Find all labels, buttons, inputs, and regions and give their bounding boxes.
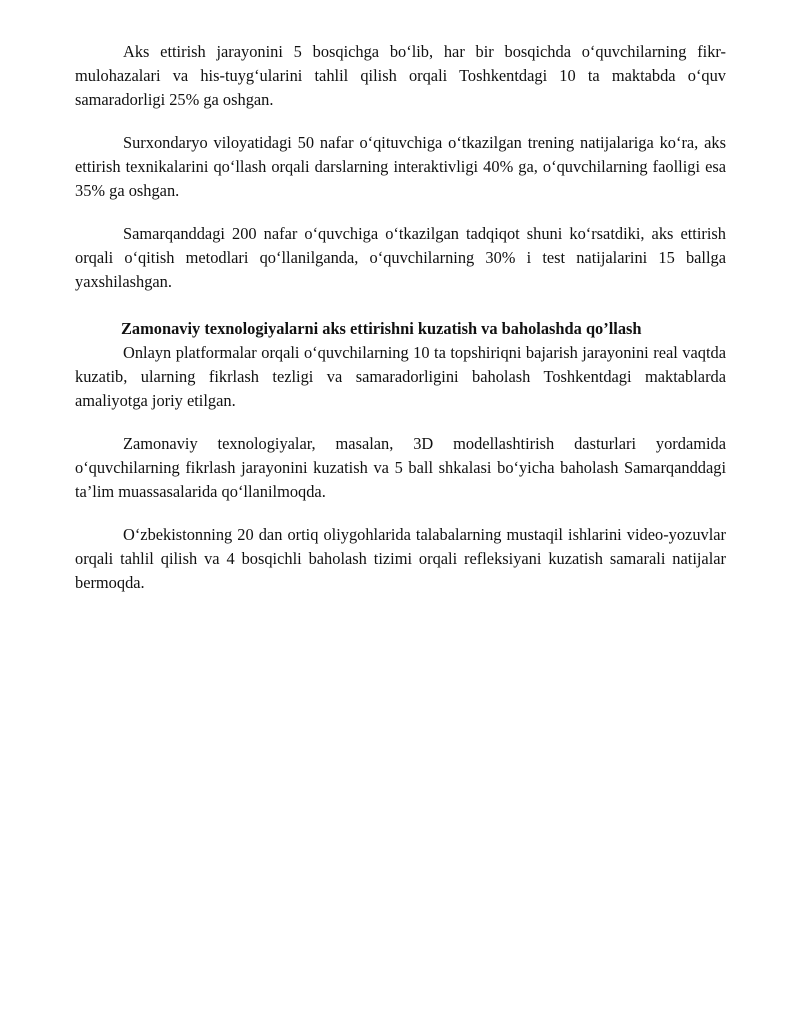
paragraph-online-platforms: Onlayn platformalar orqali o‘quvchilarning 10 ta topshiriqni bajarish jarayonini real vaqtda kuzatib, ularning fikrlash tezligi va samaradorligini baholash Toshkentdagi maktablarda amaliyotga joriy etilgan. (75, 343, 726, 410)
section-heading: Zamonaviy texnologiyalarni aks ettirishni kuzatish va baholashda qo’llash (121, 319, 642, 338)
paragraph-reflection-stages: Aks ettirish jarayonini 5 bosqichga bo‘lib, har bir bosqichda o‘quvchilarning fikr-mulohazalari va his-tuyg‘ularini tahlil qilish orqali Toshkentdagi 10 ta maktabda o‘quv samaradorligi 25% ga oshgan. (75, 42, 726, 109)
paragraph-video-analysis: O‘zbekistonning 20 dan ortiq oliygohlarida talabalarning mustaqil ishlarini video-yozuvlar orqali tahlil qilish va 4 bosqichli baholash tizimi orqali refleksiyani kuzatish samarali natijalar bermoqda. (75, 525, 726, 592)
paragraph-surxondaryo-training: Surxondaryo viloyatidagi 50 nafar o‘qituvchiga o‘tkazilgan trening natijalariga ko‘ra, aks ettirish texnikalarini qo‘llash orqali darslarning interaktivligi 40% ga, o‘quvchilarning faolligi esa 35% ga oshgan. (75, 133, 726, 200)
paragraph-3d-modelling: Zamonaviy texnologiyalar, masalan, 3D modellashtirish dasturlari yordamida o‘quvchilarning fikrlash jarayonini kuzatish va 5 ball shkalasi bo‘yicha baholash Samarqanddagi ta’lim muassasalarida qo‘llanilmoqda. (75, 434, 726, 501)
paragraph-samarqand-study: Samarqanddagi 200 nafar o‘quvchiga o‘tkazilgan tadqiqot shuni ko‘rsatdiki, aks ettirish orqali o‘qitish metodlari qo‘llanilganda, o‘quvchilarning 30% i test natijalarini 15 ballga yaxshilashgan. (75, 224, 726, 291)
document-page (75, 40, 726, 595)
